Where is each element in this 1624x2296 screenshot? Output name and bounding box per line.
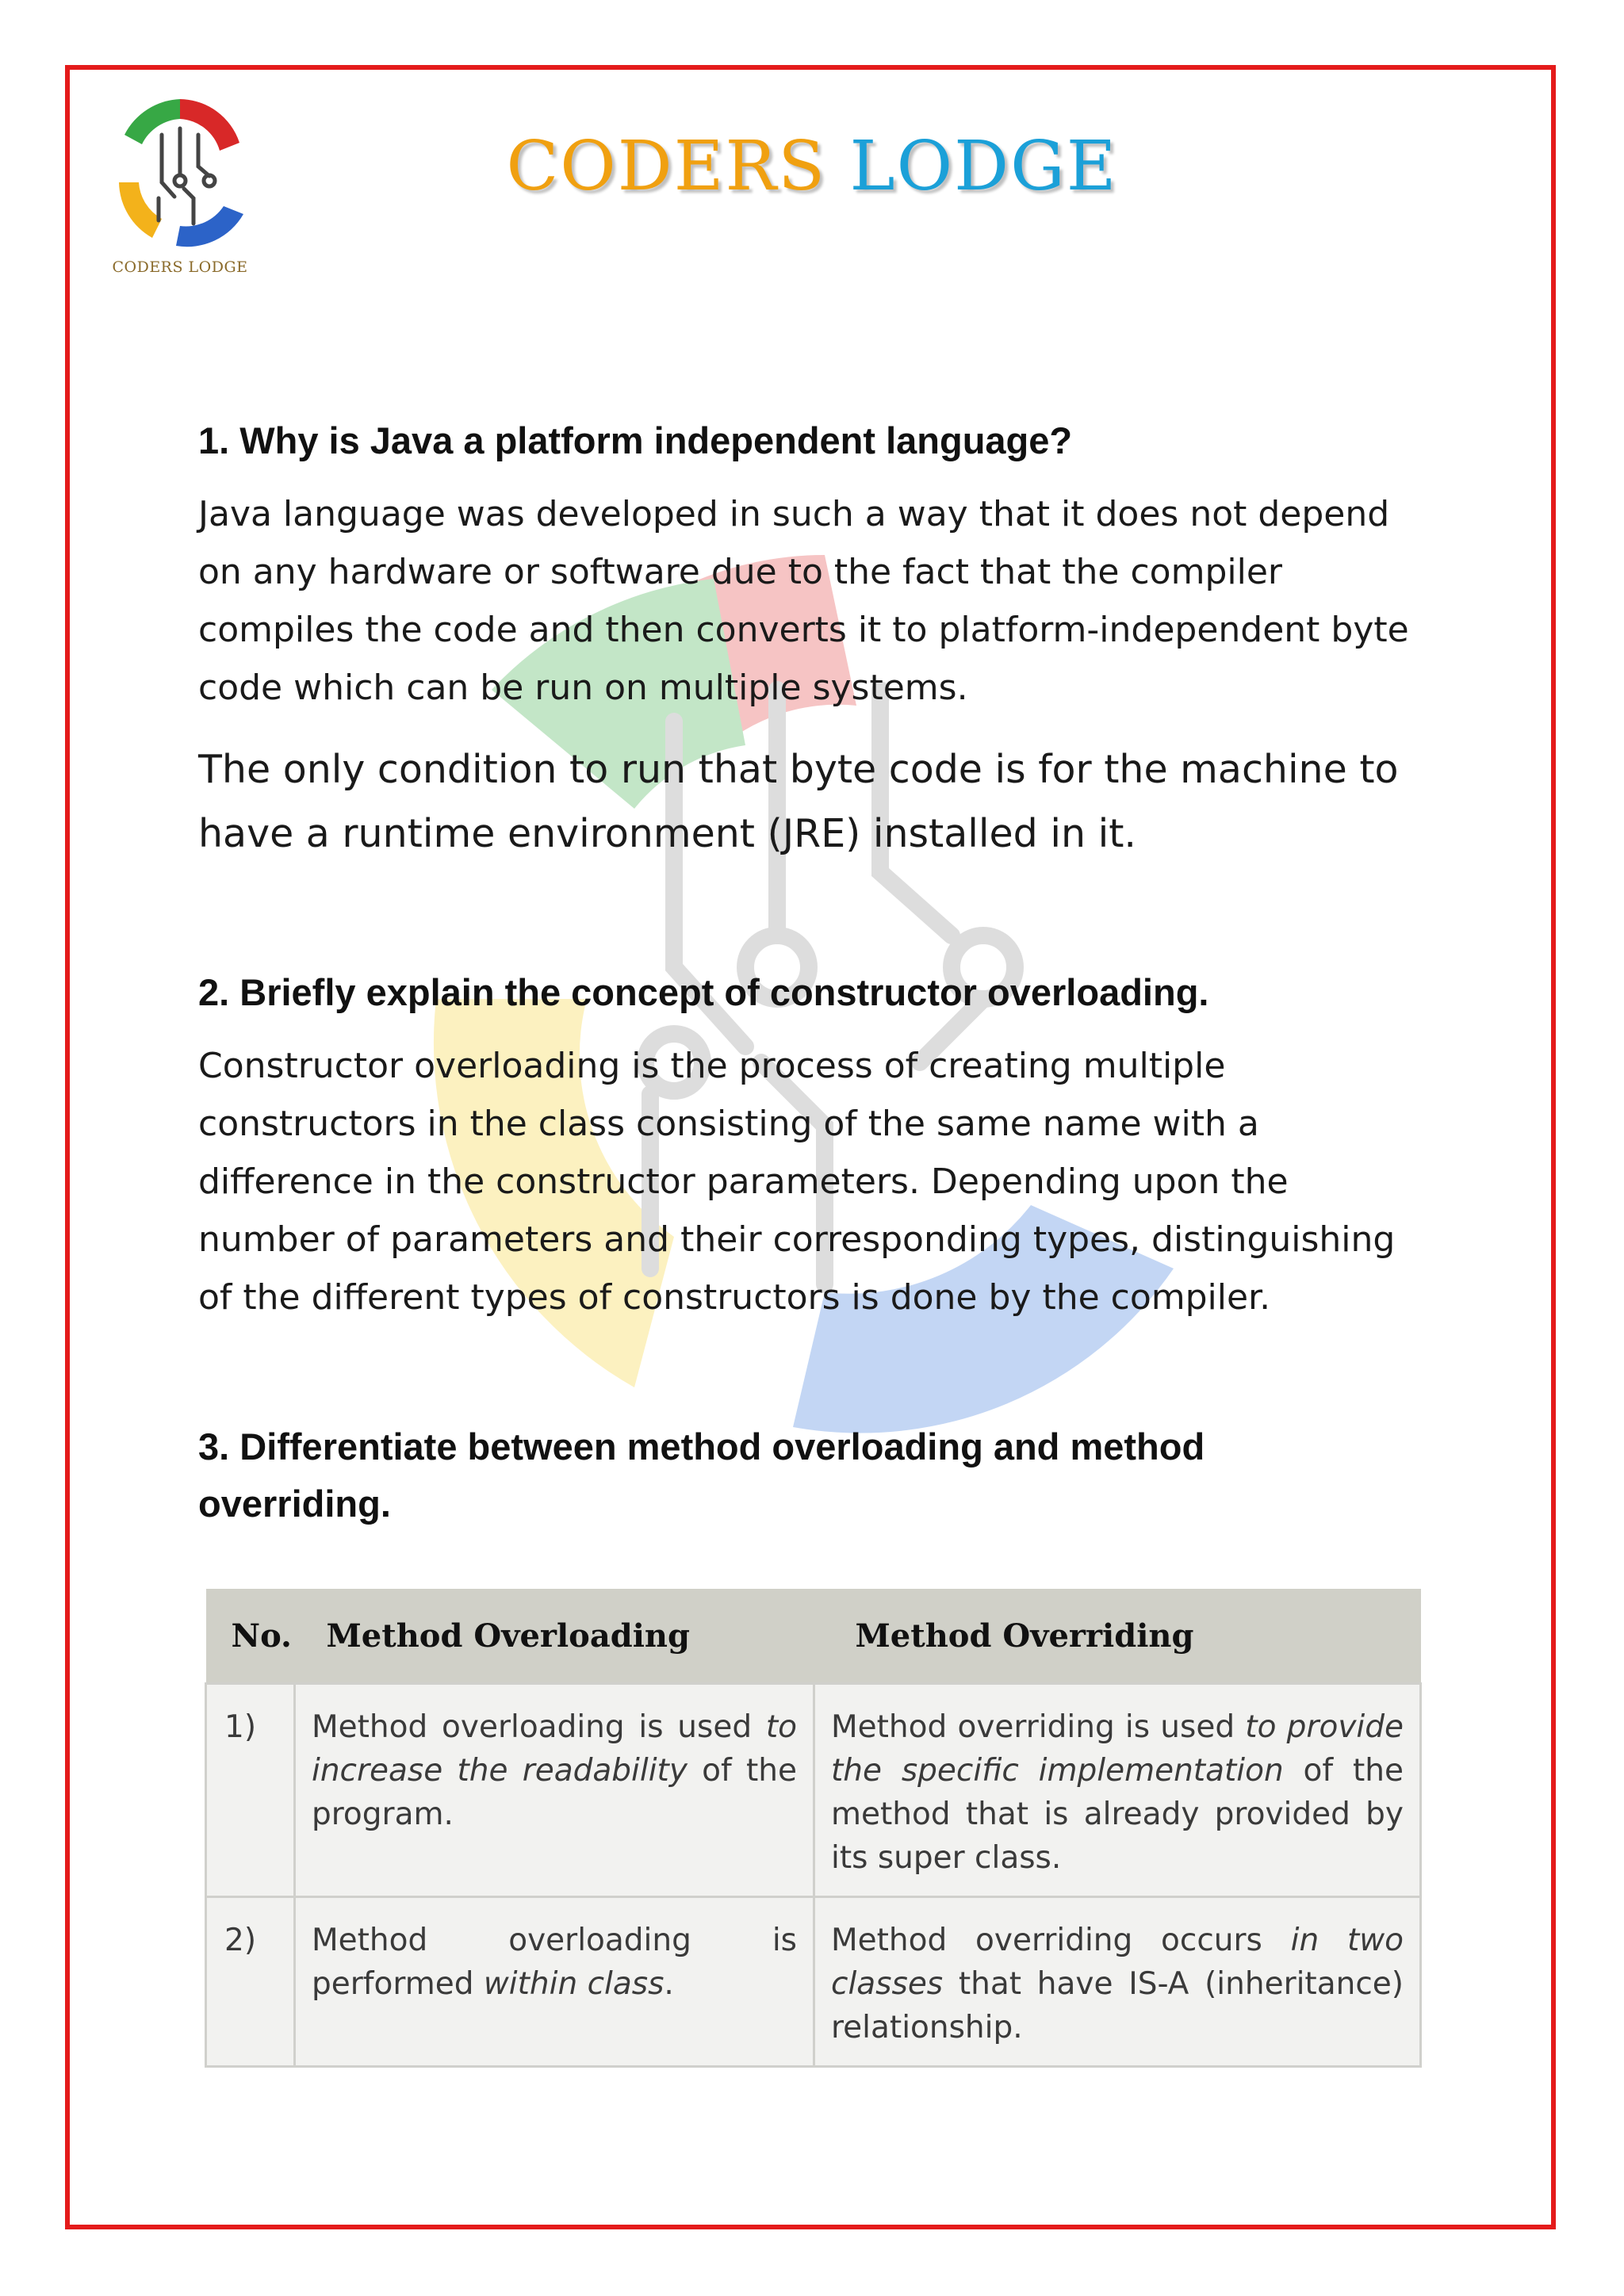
table-row	[206, 1684, 1421, 1897]
main-content	[198, 412, 1427, 1533]
question-2-title: 2. Briefly explain the concept of constructor overloading.	[198, 971, 1209, 1013]
overloading-cell	[295, 1684, 814, 1897]
cell-emphasis: to provide the specific implementation	[831, 1709, 1404, 1789]
brand-title-part1: CODERS	[506, 127, 827, 206]
cell-text: Method overriding is used	[831, 1709, 1246, 1745]
question-1-answer-paragraph-1: Java language was developed in such a way that it does not depend on any hardware or software due to the fact that the compiler compiles the code and then converts it to platform-independent byte code which can be run on multiple systems.	[198, 494, 1409, 708]
question-2-answer-paragraph: Constructor overloading is the process of creating multiple constructors in the class consisting of the same name with a difference in the constructor parameters. Depending upon the number of parameters and their corresponding types, distinguishing of the different types of constructors is done by the compiler.	[198, 1046, 1396, 1318]
header-method-overriding: Method Overriding	[814, 1589, 1421, 1684]
cell-text: Method overloading is performed	[312, 1923, 797, 2002]
question-1-title: 1. Why is Java a platform independent language?	[198, 419, 1073, 461]
cell-text: Method overloading is used	[312, 1709, 766, 1745]
overriding-cell	[814, 1684, 1421, 1897]
cell-emphasis: within class	[483, 1966, 665, 2002]
header-no: No.	[206, 1589, 295, 1684]
cell-text: that have IS-A (inheritance) relationship.	[831, 1966, 1404, 2045]
cell-emphasis: in two classes	[831, 1923, 1404, 2002]
question-1-answer-paragraph-2: The only condition to run that byte code is for the machine to have a runtime environment (JRE) installed in it.	[198, 747, 1399, 856]
comparison-table-wrap	[205, 1589, 1434, 2068]
cell-text: of the method that is already provided by its super class.	[831, 1753, 1404, 1876]
cell-text: .	[664, 1966, 674, 2002]
header-method-overloading: Method Overloading	[295, 1589, 814, 1684]
table-row	[206, 1897, 1421, 2067]
logo-caption: CODERS LODGE	[112, 258, 248, 276]
row-number: 2)	[206, 1897, 295, 2067]
question-3-title	[198, 1418, 1427, 1533]
brand-title-part2: LODGE	[849, 127, 1118, 206]
question-3-title-line-1: 3. Differentiate between method overloading and method	[198, 1425, 1205, 1468]
brand-title	[0, 127, 1624, 206]
question-3-title-line-2: overriding.	[198, 1483, 391, 1525]
row-number: 1)	[206, 1684, 295, 1897]
cell-emphasis: to increase the readability	[312, 1709, 797, 1789]
table-header-row	[206, 1589, 1421, 1684]
cell-text: of the program.	[312, 1753, 798, 1832]
comparison-table	[205, 1589, 1422, 2068]
cell-text: Method overriding occurs	[831, 1923, 1291, 1958]
overriding-cell	[814, 1897, 1421, 2067]
overloading-cell	[295, 1897, 814, 2067]
